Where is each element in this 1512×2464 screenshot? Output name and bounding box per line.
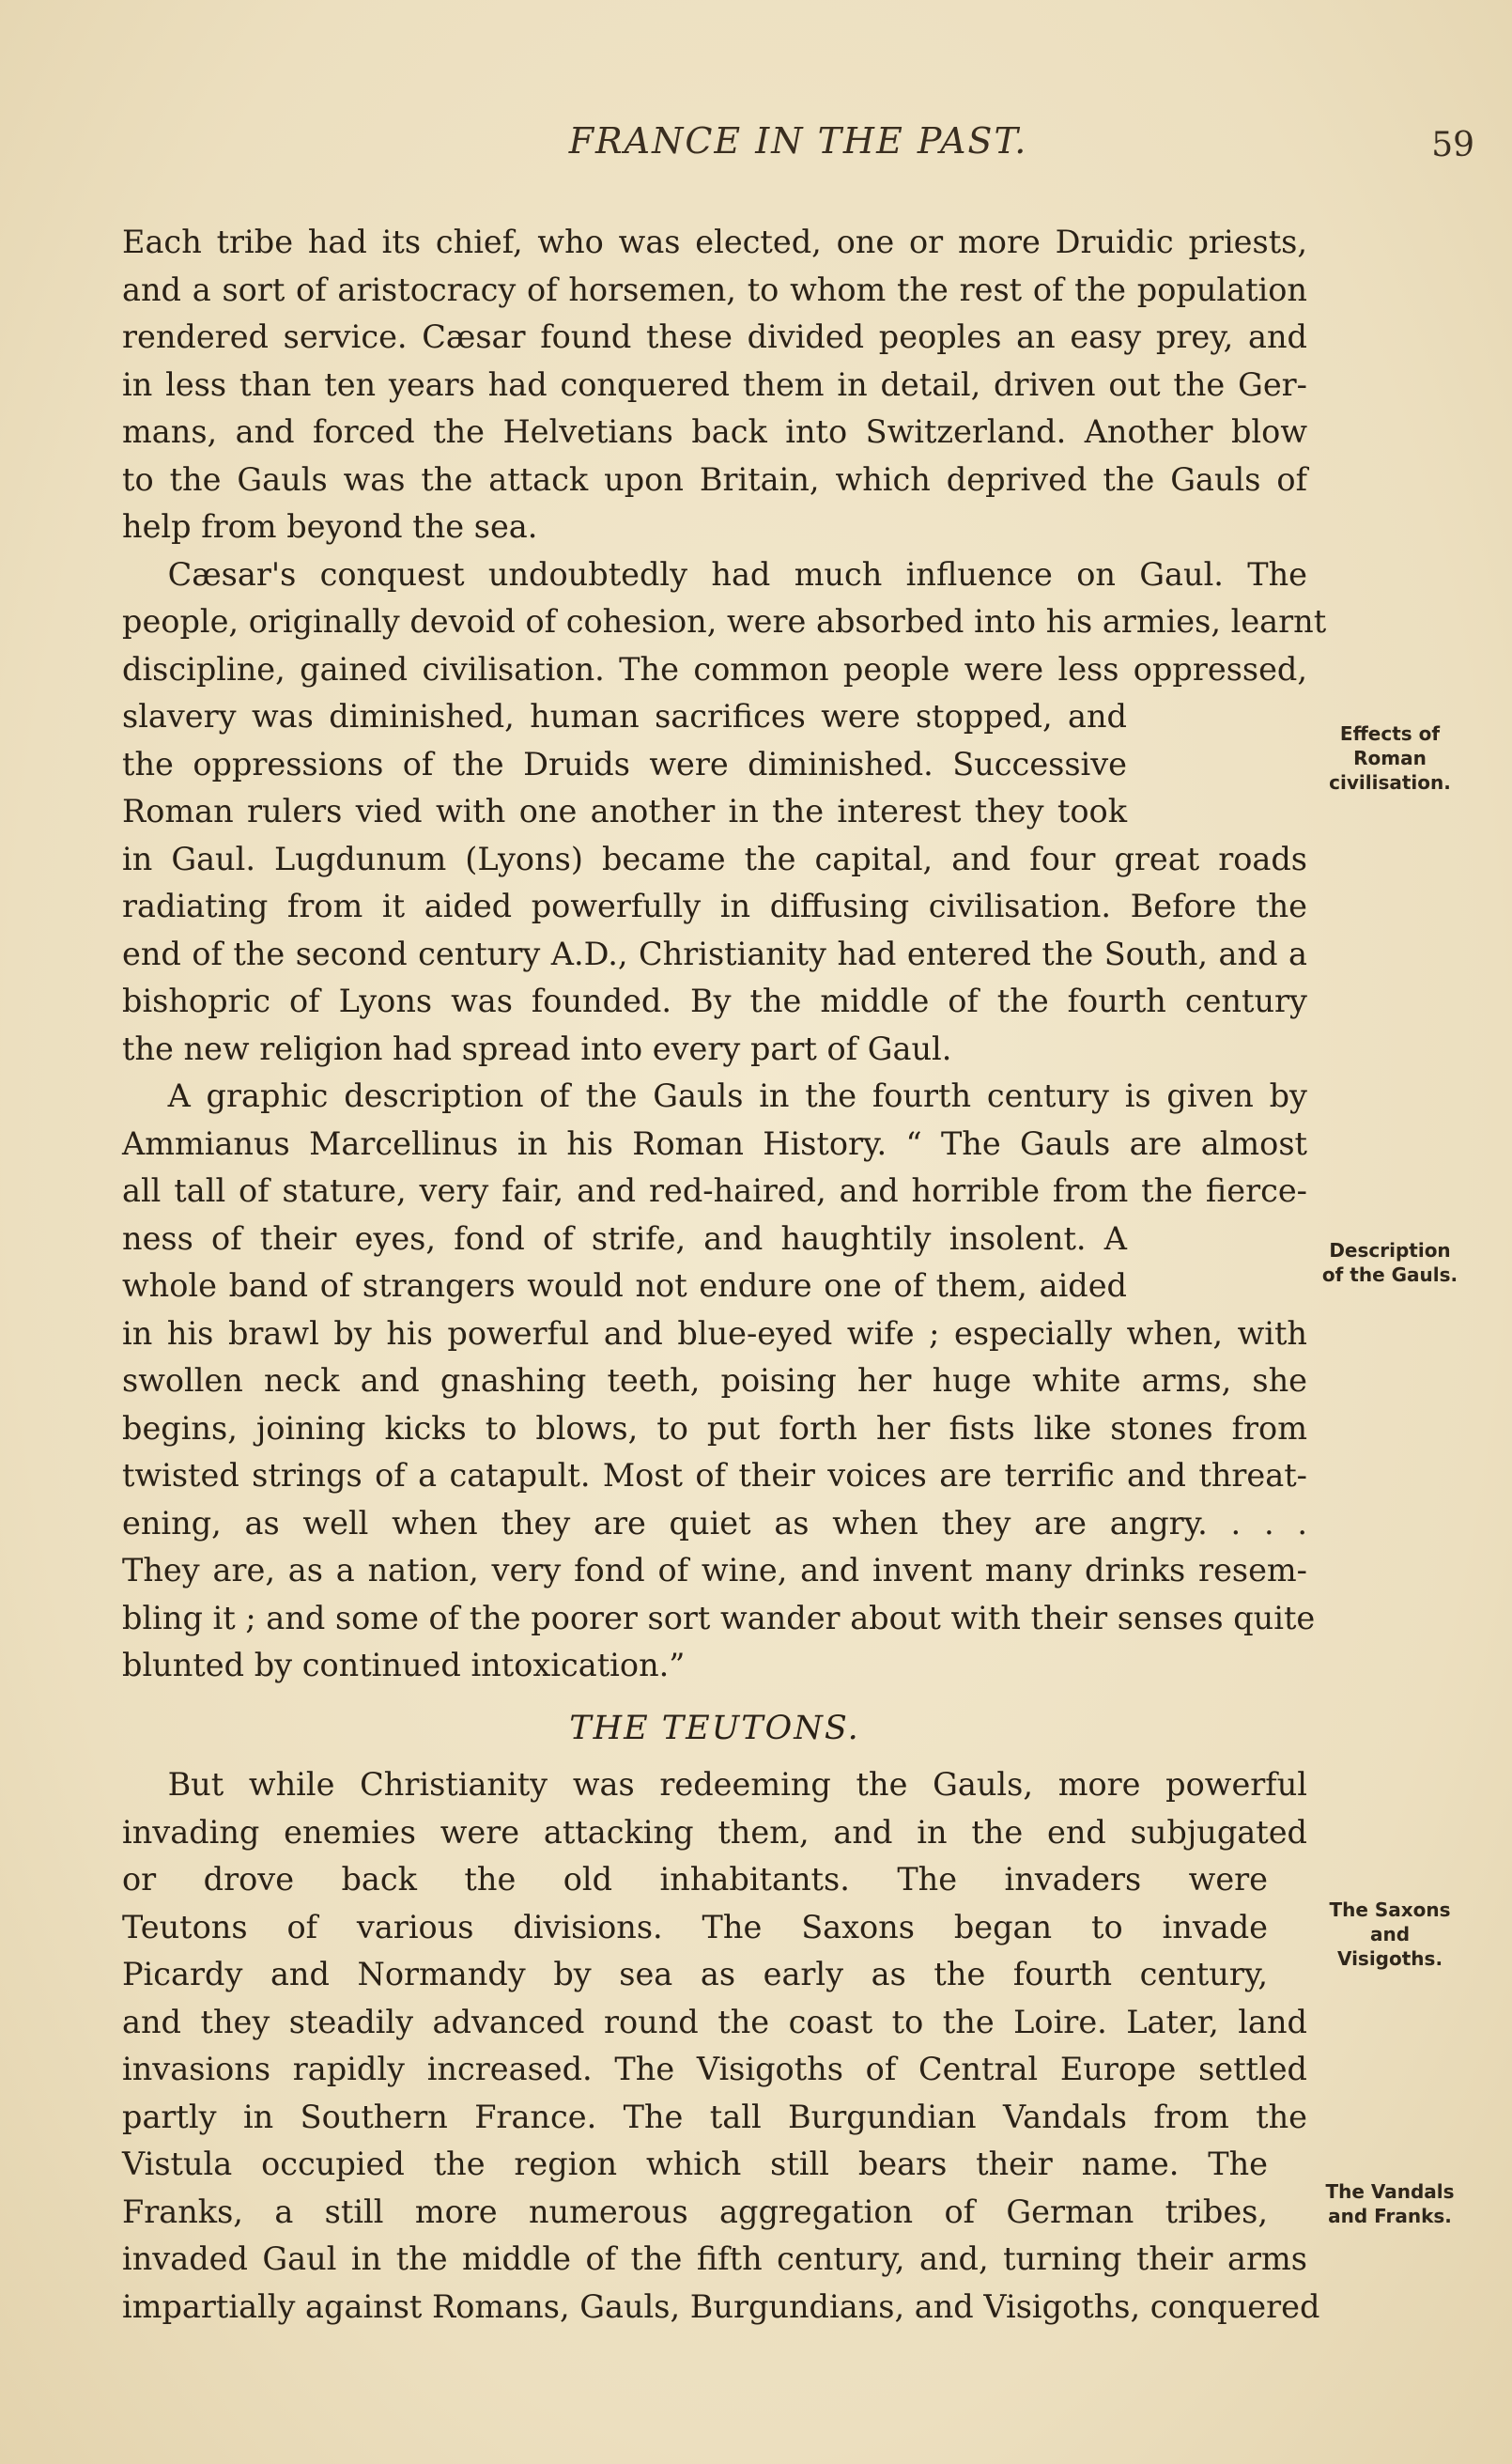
- text-line: impartially against Romans, Gauls, Burgundians, and Visigoths, conquered: [122, 2287, 1320, 2325]
- text-line: But while Christianity was redeeming the Gauls, more powerful: [167, 1766, 1307, 1803]
- main-text: [122, 219, 1327, 2331]
- text-line: invaded Gaul in the middle of the fifth century, and, turning their arms: [122, 2240, 1307, 2277]
- page-header: [122, 120, 1474, 177]
- text-line: end of the second century A.D., Christianity had entered the South, and a: [122, 935, 1307, 972]
- text-line: whole band of strangers would not endure one of them, aided: [122, 1267, 1127, 1304]
- text-line: bishopric of Lyons was founded. By the middle of the fourth century: [122, 983, 1307, 1019]
- text-line: people, originally devoid of cohesion, were absorbed into his armies, learnt: [122, 603, 1327, 640]
- text-line: in his brawl by his powerful and blue-eyed wife ; especially when, with: [122, 1314, 1307, 1352]
- text-line: bling it ; and some of the poorer sort wander about with their senses quite: [122, 1599, 1316, 1636]
- text-line: in less than ten years had conquered them in detail, driven out the Ger-: [122, 365, 1307, 403]
- margin-note-line: and Franks.: [1328, 2205, 1452, 2227]
- margin-note-line: Effects of: [1339, 722, 1441, 745]
- text-line: to the Gauls was the attack upon Britain, which deprived the Gauls of: [122, 460, 1307, 498]
- margin-note-line: Description: [1329, 1239, 1451, 1262]
- text-line: Picardy and Normandy by sea as early as the fourth century,: [122, 1956, 1268, 1992]
- margin-note-line: civilisation.: [1329, 771, 1451, 794]
- running-title: FRANCE IN THE PAST.: [568, 120, 1028, 162]
- text-line: in Gaul. Lugdunum (Lyons) became the capital, and four great roads: [122, 840, 1307, 877]
- text-line: They are, as a nation, very fond of wine, and invent many drinks resem-: [122, 1552, 1307, 1588]
- text-line: discipline, gained civilisation. The common people were less oppressed,: [122, 650, 1307, 688]
- paragraph-teutons: [122, 1761, 1320, 2331]
- page-number: 59: [1431, 126, 1474, 164]
- text-line: begins, joining kicks to blows, to put forth her fists like stones from: [122, 1409, 1307, 1447]
- text-line: blunted by continued intoxication.”: [122, 1647, 686, 1683]
- margin-note-roman-civilisation: [1301, 721, 1479, 795]
- text-line: or drove back the old inhabitants. The invaders were: [122, 1861, 1268, 1898]
- margin-note-line: The Vandals: [1325, 2180, 1455, 2203]
- margin-note-line: and: [1369, 1923, 1411, 1945]
- text-line: Roman rulers vied with one another in the interest they took: [122, 793, 1127, 829]
- text-line: the new religion had spread into every part of Gaul.: [122, 1030, 952, 1067]
- text-line: Franks, a still more numerous aggregation of German tribes,: [122, 2193, 1268, 2230]
- paragraph-tribes: [122, 219, 1307, 551]
- margin-note-line: The Saxons: [1329, 1898, 1451, 1921]
- text-line: Each tribe had its chief, who was elected, one or more Druidic priests,: [122, 224, 1307, 260]
- paragraph-ammianus: [122, 1073, 1316, 1690]
- text-line: help from beyond the sea.: [122, 508, 538, 545]
- margin-note-line: of the Gauls.: [1321, 1263, 1458, 1286]
- text-line: Vistula occupied the region which still bears their name. The: [122, 2146, 1268, 2182]
- text-line: all tall of stature, very fair, and red-haired, and horrible from the fierce-: [122, 1172, 1307, 1209]
- text-line: and they steadily advanced round the coast to the Loire. Later, land: [122, 2003, 1307, 2040]
- text-line: invading enemies were attacking them, and in the end subjugated: [122, 1813, 1307, 1851]
- text-line: slavery was diminished, human sacrifices were stopped, and: [122, 698, 1127, 735]
- margin-note-vandals-franks: [1301, 2179, 1479, 2228]
- text-line: ening, as well when they are quiet as when they are angry. . . .: [122, 1504, 1307, 1542]
- text-line: rendered service. Cæsar found these divided peoples an easy prey, and: [122, 318, 1307, 355]
- margin-note-line: Roman: [1353, 747, 1427, 769]
- text-line: invasions rapidly increased. The Visigoths of Central Europe settled: [122, 2051, 1307, 2087]
- text-line: radiating from it aided powerfully in diffusing civilisation. Before the: [122, 888, 1307, 924]
- text-line: Cæsar's conquest undoubtedly had much influence on Gaul. The: [167, 555, 1307, 593]
- paragraph-caesar-conquest: [122, 551, 1327, 1074]
- text-line: partly in Southern France. The tall Burgundian Vandals from the: [122, 2098, 1307, 2135]
- text-line: and a sort of aristocracy of horsemen, to whom the rest of the population: [122, 271, 1307, 308]
- margin-note-saxons-visigoths: [1301, 1898, 1479, 1971]
- text-line: A graphic description of the Gauls in the fourth century is given by: [167, 1077, 1307, 1114]
- margin-note-line: Visigoths.: [1336, 1947, 1443, 1970]
- text-line: swollen neck and gnashing teeth, poising her huge white arms, she: [122, 1362, 1307, 1399]
- text-line: mans, and forced the Helvetians back into Switzerland. Another blow: [122, 413, 1307, 450]
- margin-note-description-gauls: [1301, 1238, 1479, 1287]
- text-line: Ammianus Marcellinus in his Roman History. “ The Gauls are almost: [122, 1124, 1307, 1162]
- text-line: twisted strings of a catapult. Most of their voices are terrific and threat-: [122, 1457, 1307, 1494]
- text-line: ness of their eyes, fond of strife, and haughtily insolent. A: [122, 1219, 1127, 1257]
- text-line: the oppressions of the Druids were diminished. Successive: [122, 745, 1127, 783]
- text-line: Teutons of various divisions. The Saxons began to invade: [122, 1908, 1268, 1945]
- section-heading: THE TEUTONS.: [569, 1709, 860, 1747]
